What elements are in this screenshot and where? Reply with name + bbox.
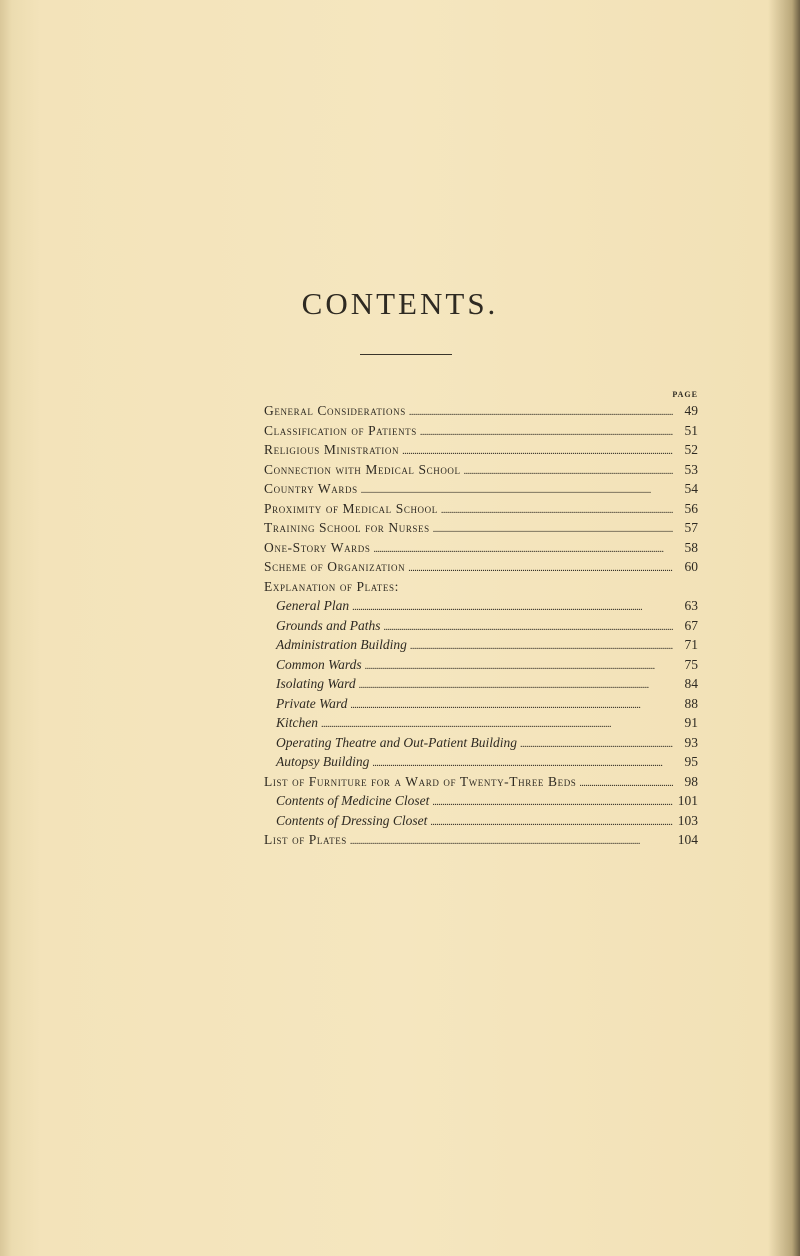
toc-entry-page: 88 xyxy=(684,695,698,711)
toc-entry-label: Contents of Medicine Closet xyxy=(276,793,430,808)
toc-entry-label: Connection with Medical School xyxy=(264,461,461,477)
toc-entry-page: 53 xyxy=(684,461,698,477)
leader-dots xyxy=(441,501,673,517)
leader-dots xyxy=(359,676,673,692)
toc-subentry xyxy=(264,676,698,696)
toc-section-heading xyxy=(264,579,698,599)
leader-dots xyxy=(432,793,673,809)
toc-entry-label: Kitchen xyxy=(276,715,318,730)
toc-entry xyxy=(264,832,698,852)
toc-entry-page: 54 xyxy=(684,481,698,496)
toc-subentry xyxy=(264,715,698,735)
toc-entry xyxy=(264,481,698,501)
toc-entry-label: One-Story Wards xyxy=(264,539,371,555)
toc-entry-label: Explanation of Plates: xyxy=(264,578,399,594)
page-title: CONTENTS. xyxy=(301,286,499,321)
toc-entry xyxy=(264,559,698,579)
toc-entry-page: 58 xyxy=(684,539,698,555)
toc-entry xyxy=(264,520,698,540)
toc-subentry xyxy=(264,696,698,716)
page-column-header: PAGE xyxy=(672,390,698,399)
leader-dots xyxy=(350,696,673,712)
toc-subentry xyxy=(264,637,698,657)
toc-entry-page: 101 xyxy=(677,793,698,808)
toc-subentry xyxy=(264,735,698,755)
toc-entry xyxy=(264,501,698,521)
toc-entry-page: 67 xyxy=(684,617,698,633)
leader-dots xyxy=(520,735,673,751)
title-rule xyxy=(360,354,452,355)
leader-dots xyxy=(579,774,673,790)
toc-entry xyxy=(264,540,698,560)
toc-entry-label: Private Ward xyxy=(276,695,348,711)
toc-entry-page: 60 xyxy=(684,559,698,574)
toc-entry-page: 71 xyxy=(684,637,698,652)
toc-subentry xyxy=(264,598,698,618)
toc-entry-page: 93 xyxy=(684,734,698,750)
toc-entry-page: 57 xyxy=(684,520,698,535)
leader-dots xyxy=(410,637,673,653)
toc-entry-label: Operating Theatre and Out-Patient Building xyxy=(276,734,517,750)
toc-entry-label: List of Furniture for a Ward of Twenty-Three Beds xyxy=(264,773,577,789)
toc-entry xyxy=(264,442,698,462)
leader-dots xyxy=(373,540,673,556)
toc-entry-label: Administration Building xyxy=(276,637,407,652)
toc-entry-label: Religious Ministration xyxy=(264,442,400,457)
toc-entry-page: 91 xyxy=(684,715,698,730)
toc-entry-label: Classification of Patients xyxy=(264,422,417,438)
toc-entry-page: 52 xyxy=(684,442,698,457)
toc-entry-label: General Considerations xyxy=(264,403,406,418)
toc-subentry xyxy=(264,793,698,813)
leader-dots xyxy=(350,832,673,848)
toc-entry-label: Grounds and Paths xyxy=(276,617,381,633)
toc-entry-page: 75 xyxy=(684,656,698,672)
toc-entry-label: Common Wards xyxy=(276,656,362,672)
toc-entry-label: Proximity of Medical School xyxy=(264,500,438,516)
toc-entry-page: 56 xyxy=(684,500,698,516)
toc-entry-page: 84 xyxy=(684,676,698,691)
toc-subentry xyxy=(264,754,698,774)
leader-dots xyxy=(384,618,673,634)
toc-entry-page: 63 xyxy=(684,598,698,613)
leader-dots xyxy=(409,403,673,419)
toc-entry-page: 98 xyxy=(684,773,698,789)
toc-entry-label: General Plan xyxy=(276,598,350,613)
toc-entry-label: Training School for Nurses xyxy=(264,520,430,535)
toc-entry-page: 103 xyxy=(677,812,698,828)
toc-entry-label: Isolating Ward xyxy=(276,676,356,691)
toc-entry xyxy=(264,403,698,423)
toc-entry-page: 49 xyxy=(684,403,698,418)
toc-entry-page: 51 xyxy=(684,422,698,438)
leader-dots xyxy=(464,462,673,478)
leader-dots xyxy=(408,559,673,575)
leader-dots xyxy=(433,520,673,536)
leader-dots xyxy=(365,657,673,673)
leader-dots xyxy=(430,813,673,829)
leader-dots xyxy=(402,442,673,458)
leader-dots xyxy=(352,598,673,614)
toc-entry-label: Contents of Dressing Closet xyxy=(276,812,428,828)
toc-entry-page: 104 xyxy=(677,832,698,847)
toc-entry-label: Autopsy Building xyxy=(276,754,370,769)
leader-dots xyxy=(321,715,673,731)
toc-entry xyxy=(264,774,698,794)
toc-entry xyxy=(264,423,698,443)
toc-subentry xyxy=(264,657,698,677)
toc-entry-label: Country Wards xyxy=(264,481,358,496)
leader-dots xyxy=(420,423,673,439)
table-of-contents xyxy=(264,403,698,852)
leader-dots xyxy=(361,481,673,497)
toc-subentry xyxy=(264,813,698,833)
toc-entry-label: List of Plates xyxy=(264,832,347,847)
toc-entry-page: 95 xyxy=(684,754,698,769)
toc-entry-label: Scheme of Organization xyxy=(264,559,406,574)
toc-entry xyxy=(264,462,698,482)
toc-subentry xyxy=(264,618,698,638)
leader-dots xyxy=(372,754,673,770)
